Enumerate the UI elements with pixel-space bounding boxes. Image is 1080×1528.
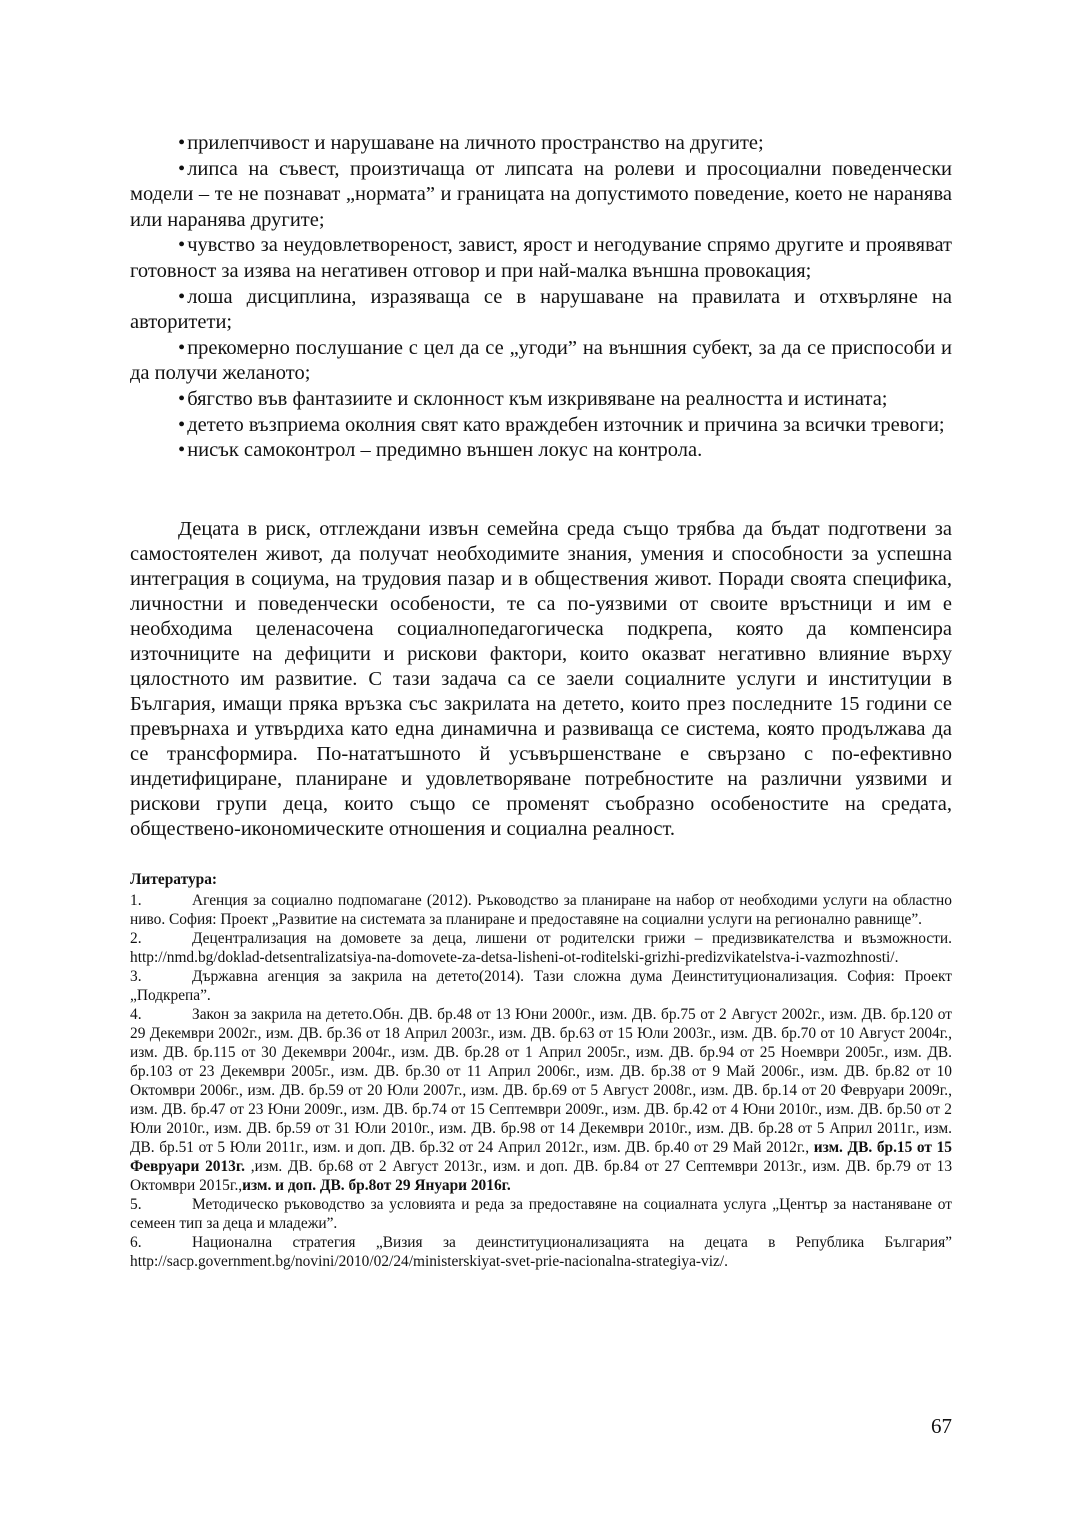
reference-number: 4. [130, 1006, 142, 1023]
bullet-list [130, 131, 952, 464]
references-section [130, 870, 952, 1271]
reference-link[interactable]: http://nmd.bg/doklad-detsentralizatsiya-na-domovete-za-detsa-lisheni-ot-roditelski-grizhi-predizvikatelstva-i-vazmozhnosti/. [130, 949, 899, 966]
bullet-item: • нисък самоконтрол – предимно външен локус на контрола. [130, 438, 952, 464]
reference-item [130, 891, 952, 929]
reference-text: Агенция за социално подпомагане (2012). Ръководство за планиране на набор от необходими услуги на областно ниво. София: Проект „Развитие на системата за планиране и предоставяне на социални услуги на регионално равнище”. [130, 892, 952, 928]
bullet-item: • липса на съвест, произтичаща от липсата на ролеви и просоциални поведенчески модели – те не познават „нормата” и границата на допустимото поведение, което не наранява или наранява другите; [130, 157, 952, 234]
reference-link[interactable]: http://sacp.government.bg/novini/2010/02/24/ministerskiyat-svet-prie-nacionalna-strategiya-viz/. [130, 1253, 728, 1270]
reference-number: 1. [130, 892, 142, 909]
reference-item [130, 1005, 952, 1195]
reference-bold-text: изм. и доп. ДВ. бр.8от 29 Януари 2016г. [242, 1177, 511, 1194]
document-page [130, 0, 952, 1528]
bullet-item: • прекомерно послушание с цел да се „угоди” на външния субект, за да се приспособи и да получи желаното; [130, 336, 952, 387]
reference-item [130, 967, 952, 1005]
bullet-item: • бягство във фантазиите и склонност към изкривяване на реалността и истината; [130, 387, 952, 413]
reference-number: 3. [130, 968, 142, 985]
reference-item [130, 929, 952, 967]
reference-number: 6. [130, 1234, 142, 1251]
reference-text: Национална стратегия „Визия за деинституционализацията на децата в Република България” [192, 1234, 952, 1251]
reference-text: Държавна агенция за закрила на детето(2014). Тази сложна дума Деинституционализация. София: Проект „Подкрепа”. [130, 968, 952, 1004]
reference-text: Закон за закрила на детето.Обн. ДВ. бр.48 от 13 Юни 2000г., изм. ДВ. бр.75 от 2 Август 2002г., изм. ДВ. бр.120 от 29 Декември 2002г., изм. ДВ. бр.36 от 18 Април 2003г., изм. ДВ. бр.63 от 15 Юли 2003г., изм. ДВ. бр.70 от 10 Август 2004г., изм. ДВ. бр.115 от 30 Декември 2004г., изм. ДВ. бр.28 от 1 Април 2005г., изм. ДВ. бр.94 от 25 Ноември 2005г., изм. ДВ. бр.103 от 23 Декември 2005г., изм. ДВ. бр.30 от 11 Април 2006г., изм. ДВ. бр.38 от 9 Май 2006г., изм. ДВ. бр.82 от 10 Октомври 2006г., изм. ДВ. бр.59 от 20 Юли 2007г., изм. ДВ. бр.69 от 5 Август 2008г., изм. ДВ. бр.14 от 20 Февруари 2009г., изм. ДВ. бр.47 от 23 Юни 2009г., изм. ДВ. бр.74 от 15 Септември 2009г., изм. ДВ. бр.42 от 4 Юни 2010г., изм. ДВ. бр.50 от 2 Юли 2010г., изм. ДВ. бр.59 от 31 Юли 2010г., изм. ДВ. бр.98 от 14 Декември 2010г., изм. ДВ. бр.28 от 5 Април 2011г., изм. ДВ. бр.51 от 5 Юли 2011г., изм. и доп. ДВ. бр.32 от 24 Април 2012г., изм. ДВ. бр.40 от 29 Май 2012г., [130, 1006, 952, 1156]
reference-bold-text: изм. ДВ. бр.15 от 15 Февруари 2013г. [130, 1139, 952, 1175]
body-paragraph: Децата в риск, отглеждани извън семейна среда също трябва да бъдат подготвени за самостоятелен живот, да получат необходимите знания, умения и способности за успешна интеграция в социума, на трудовия пазар и в обществения живот. Поради своята специфика, личностни и поведенчески особености, те са по-уязвими от своите връстници и им е необходима целенасочена социалнопедагогическа подкрепа, която да компенсира източниците на дефицити и рискови фактори, които оказват негативно влияние върху цялостното им развитие. С тази задача са се заели социалните услуги и институции в България, имащи пряка връзка със закрилата на детето, които през последните 15 години се превърнаха и утвърдиха като една динамична и развиваща се система, която продължава да се трансформира. По-нататъшното й усъвършенстване е свързано с по-ефективно индетифициране, планиране и удовлетворяване потребностите на различни уязвими и рискови групи деца, които също се променят съобразно особеностите на средата, обществено-икономическите отношения и социална реалност. [130, 518, 952, 840]
body-text [130, 517, 952, 842]
reference-number: 2. [130, 930, 142, 947]
reference-item [130, 1195, 952, 1233]
references-heading: Литература: [130, 871, 218, 888]
reference-text: ,изм. ДВ. бр.68 от 2 Август 2013г., изм. и доп. ДВ. бр.84 от 27 Септември 2013г., изм. ДВ. бр.79 от 13 Октомври 2015г., [130, 1158, 953, 1194]
reference-number: 5. [130, 1196, 142, 1213]
bullet-item: • прилепчивост и нарушаване на личното пространство на другите; [130, 131, 952, 157]
bullet-item: • детето възприема околния свят като враждебен източник и причина за всички тревоги; [130, 413, 952, 439]
bullet-item: • чувство за неудовлетвореност, завист, ярост и негодувание спрямо другите и проявяват готовност за изява на негативен отговор и при най-малка външна провокация; [130, 233, 952, 284]
bullet-item: • лоша дисциплина, изразяваща се в нарушаване на правилата и отхвърляне на авторитети; [130, 285, 952, 336]
page-number: 67 [931, 1414, 952, 1438]
reference-item [130, 1233, 952, 1271]
reference-text: Методическо ръководство за условията и реда за предоставяне на социалната услуга „Център за настаняване от семеен тип за деца и младежи”. [130, 1196, 952, 1232]
reference-text: Децентрализация на домовете за деца, лишени от родителски грижи – предизвикателства и възможности. [192, 930, 952, 947]
